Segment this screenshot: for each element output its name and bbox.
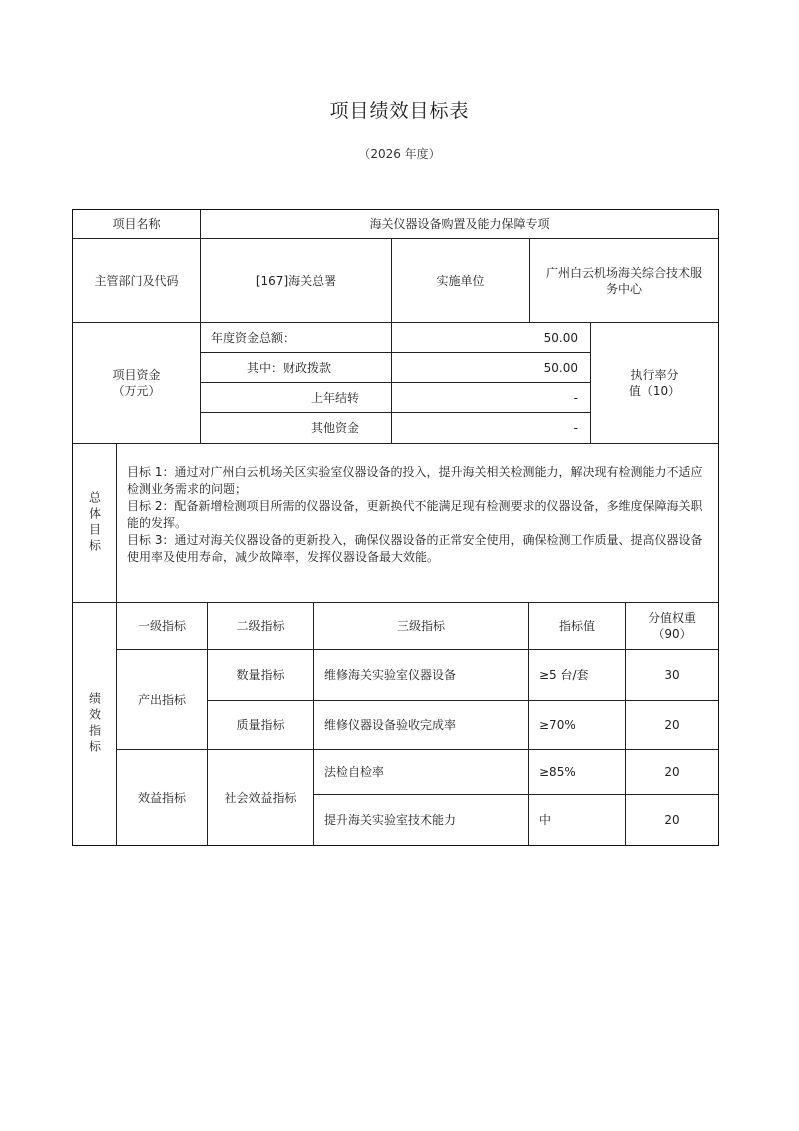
- table-row-level3: 提升海关实验室技术能力: [313, 794, 529, 846]
- table-row-value: ≥85%: [528, 749, 626, 795]
- project-name-label: 项目名称: [72, 209, 201, 239]
- table-row-weight: 20: [625, 749, 719, 795]
- table-row-value: 中: [528, 794, 626, 846]
- header-level3: 三级指标: [313, 602, 529, 650]
- funds-carryover-value: -: [391, 382, 591, 413]
- table-row-value: ≥5 台/套: [528, 649, 626, 701]
- header-indicator-value: 指标值: [528, 602, 626, 650]
- overall-goals-text: [116, 443, 719, 603]
- table-row-weight: 20: [625, 794, 719, 846]
- table-row-level3: 法检自检率: [313, 749, 529, 795]
- overall-goals-label: 总体目标: [72, 443, 117, 603]
- level1-output: 产出指标: [116, 649, 208, 750]
- table-row-level3: 维修仪器设备验收完成率: [313, 700, 529, 750]
- page-subtitle: （2026 年度）: [358, 147, 441, 161]
- performance-label: 绩效指标: [72, 602, 117, 846]
- level2-quantity: 数量指标: [207, 649, 314, 701]
- funds-label-text: 项目资金（万元）: [112, 368, 161, 398]
- funds-fiscal-value: 50.00: [391, 352, 591, 383]
- funds-total-label: 年度资金总额：: [200, 322, 392, 353]
- goal-item: 目标 2：配备新增检测项目所需的仪器设备，更新换代不能满足现有检测要求的仪器设备，多维度保障海关职能的发挥。: [127, 499, 703, 530]
- goal-item: 目标 1：通过对广州白云机场关区实验室仪器设备的投入，提升海关相关检测能力，解决现有检测能力不适应检测业务需求的问题；: [127, 465, 703, 496]
- funds-fiscal-label: 其中：财政拨款: [200, 352, 392, 383]
- header-weight-text: 分值权重（90）: [648, 611, 697, 641]
- goal-item: 目标 3：通过对海关仪器设备的更新投入，确保仪器设备的正常安全使用，确保检测工作质量、提高仪器设备使用率及使用寿命，减少故障率，发挥仪器设备最大效能。: [127, 533, 703, 564]
- project-name-value: 海关仪器设备购置及能力保障专项: [200, 209, 719, 239]
- funds-total-value: 50.00: [391, 322, 591, 353]
- implementing-unit-value: 广州白云机场海关综合技术服务中心: [529, 238, 719, 323]
- header-level1: 一级指标: [116, 602, 208, 650]
- header-weight: [625, 602, 719, 650]
- funds-carryover-label: 上年结转: [200, 382, 392, 413]
- table-row-level3: 维修海关实验室仪器设备: [313, 649, 529, 701]
- department-value: [167]海关总署: [200, 238, 392, 323]
- header-level2: 二级指标: [207, 602, 314, 650]
- level2-social-benefit: 社会效益指标: [207, 749, 314, 846]
- funds-label: [72, 322, 201, 444]
- page-title: 项目绩效目标表: [329, 100, 470, 122]
- implementing-unit-label: 实施单位: [391, 238, 530, 323]
- department-label: 主管部门及代码: [72, 238, 201, 323]
- level2-quality: 质量指标: [207, 700, 314, 750]
- table-row-weight: 20: [625, 700, 719, 750]
- table-row-value: ≥70%: [528, 700, 626, 750]
- funds-other-value: -: [391, 412, 591, 444]
- execution-rate-score: [590, 322, 719, 444]
- table-row-weight: 30: [625, 649, 719, 701]
- execution-rate-score-text: 执行率分值（10）: [628, 368, 681, 398]
- level1-benefit: 效益指标: [116, 749, 208, 846]
- funds-other-label: 其他资金: [200, 412, 392, 444]
